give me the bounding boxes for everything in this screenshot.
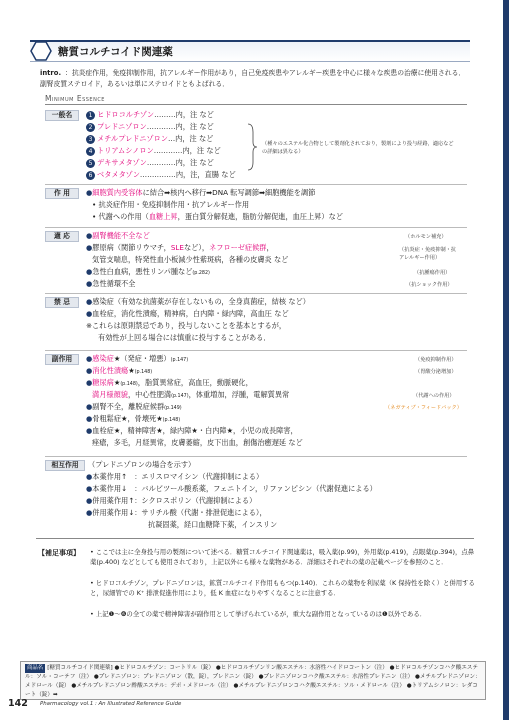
action-text: 抗炎症作用・免疫抑制作用・抗アレルギー作用 — [98, 200, 250, 209]
drug-name: トリアムシノロン — [97, 146, 154, 155]
side-effect-note: （免疫抑制作用） — [415, 357, 457, 363]
side-effect-item: ●血栓症★，精神障害★，緑内障★・白内障★，小児の成長障害， — [86, 426, 298, 435]
interaction-item: ●併用薬作用↓：サリチル酸（代謝・排泄促進による）， — [86, 508, 267, 517]
indication-text: 急性循環不全 — [92, 279, 136, 288]
drug-number-badge: 6 — [86, 171, 95, 180]
section-label-side-effects: 副作用 — [45, 354, 79, 365]
side-effect-note: （胃酸分泌増加） — [415, 369, 457, 375]
side-effect-item: ●感染症★（発症・増悪）(p.147) — [86, 354, 189, 363]
side-effect-text: 副腎不全，離脱症候群 — [92, 402, 165, 411]
page-title: 糖質コルチコイド関連薬 — [58, 46, 173, 58]
drug-route: …………内，注 など — [153, 146, 221, 155]
drug-name: プレドニゾロン — [97, 122, 147, 131]
interaction-item: ●本薬作用↓ ：バルビツール酸系薬，フェニトイン，リファンピシン（代謝促進による） — [86, 484, 377, 493]
intro-label: intro. — [40, 69, 62, 77]
book-reference: Pharmacology vol.1 : An Illustrated Reference Guide — [40, 701, 182, 707]
interaction-text: 抗凝固薬，経口血糖降下薬，インスリン — [148, 520, 278, 529]
drug-route: …………内，注 など — [146, 158, 214, 167]
page-reference: (p.148) — [134, 370, 153, 375]
action-line: • 抗炎症作用・免疫抑制作用・抗アレルギー作用 — [92, 200, 250, 209]
page-reference: (p.148) — [162, 418, 181, 423]
drug-row — [86, 157, 214, 168]
action-highlight: 血糖上昇 — [148, 212, 178, 221]
essence-divider — [45, 104, 467, 105]
section-label-contraindication: 禁 忌 — [45, 297, 79, 308]
supplement-label: 【補足事項】 — [38, 549, 80, 557]
indication-text: 副腎機能不全など — [92, 231, 150, 240]
action-text: 代謝への作用（ — [98, 212, 149, 221]
interaction-text: 本薬作用↓ ：バルビツール酸系薬，フェニトイン，リファンピシン（代謝促進による） — [92, 484, 377, 493]
side-effect-text: ★ — [113, 378, 121, 387]
action-line: ●細胞質内受容体に結合➡核内へ移行➡DNA 転写調節➡細胞機能を調節 — [86, 188, 316, 197]
supplement-paragraph: • ここでは主に全身投与用の製剤について述べる．糖質コルチコイド関連薬は，吸入薬(p.99)，外用薬(p.419)，点眼薬(p.394)，点鼻薬(p.400) などとしても使用されており，上記以外にも様々な薬物がある．詳細はそれぞれの薬の記載ページを参照のこと． — [90, 548, 475, 566]
action-receptor: 細胞質内受容体 — [92, 188, 143, 197]
drug-row — [86, 109, 214, 120]
contra-note: ※これらは原則禁忌であり，投与しないことを基本とするが， — [86, 321, 287, 330]
side-effect-item: ●骨粗鬆症★，骨壊死★(p.148) — [86, 414, 181, 423]
section-divider — [45, 350, 467, 351]
indication-text: など）， — [183, 243, 210, 252]
action-line: • 代謝への作用（血糖上昇，蛋白質分解促進，脂肪分解促進，血圧上昇）など — [92, 212, 343, 221]
side-effect-note: （ネガティブ・フィードバック） — [385, 405, 462, 411]
supplement-paragraph: • ヒドロコルチゾン，プレドニゾロンは，鉱質コルチコイド作用ももつ(p.140)．これらの薬物を利尿薬（K 保持性を除く）と併用すると，尿細管での K⁺ 排泄促進作用により，低 K 血症になりやすくなることに注意する． — [90, 579, 475, 597]
drug-number-badge: 4 — [86, 147, 95, 156]
drug-row — [86, 133, 213, 144]
indication-item: ●急性循環不全 — [86, 279, 136, 288]
essence-title: Minimum Essence — [45, 94, 105, 103]
side-effect-highlight: 糖尿病 — [92, 378, 114, 387]
contra-item: ●感染症（有効な抗菌薬が存在しないもの，全身真菌症，結核 など） — [86, 297, 310, 306]
brand-names-text: [糖質コルチコイド関連薬] ●ヒドロコルチゾン：コートリル（錠） ●ヒドロコルチゾンリン酸エステル：水溶性ハイドロコートン（注） ●ヒドロコルチゾンコハク酸エステル：ソル・コーテフ（注） ●プレドニゾロン：プレドニゾロン（散，錠），プレドニン（錠） ●プレドニゾロンコハク酸エステル：水溶性プレドニン（注） ●メチルプレドニゾロン：メドロール（錠） ●メチルプレドニゾロン酢酸エステル：デポ・メドロール（注） ●メチルプレドニゾロンコハク酸エステル：ソル・メドロール（注） ●トリアムシノロン：レダコート（錠）➡ — [25, 665, 481, 698]
action-text: に結合➡核内へ移行➡DNA 転写調節➡細胞機能を調節 — [142, 188, 316, 197]
indication-text: 膠原病（関節リウマチ， — [92, 243, 171, 252]
drug-name: デキサメタゾン — [97, 158, 147, 167]
drug-number-badge: 5 — [86, 159, 95, 168]
interaction-header: （プレドニゾロンの場合を示す） — [88, 460, 196, 469]
indication-note: （抗炎症・免疫抑制・抗アレルギー作用） — [399, 247, 457, 261]
drug-row — [86, 169, 236, 180]
drug-name: メチルプレドニゾロン — [97, 134, 168, 143]
section-label-generic: 一般名 — [45, 110, 79, 121]
page-reference: (p.149) — [164, 406, 182, 411]
contra-note: 有効性が上回る場合には慎重に投与することがある． — [98, 333, 271, 342]
page-reference: (p.148) — [120, 382, 138, 387]
page-number: 142 — [8, 698, 28, 709]
side-effect-item: ●糖尿病★(p.148)，脂質異常症，高血圧，動脈硬化， — [86, 378, 253, 387]
section-divider — [36, 538, 474, 539]
supplement-paragraph: • 上記❶～❻の全ての薬で精神障害が副作用として挙げられているが，重大な副作用となっているのは❶以外である． — [90, 610, 427, 618]
side-color-bar — [503, 0, 509, 720]
contra-text: 感染症（有効な抗菌薬が存在しないもの，全身真菌症，結核 など） — [92, 297, 310, 306]
indication-text: ， — [266, 243, 274, 252]
indication-item: ●膠原病（関節リウマチ，SLEなど），ネフローゼ症候群， — [86, 243, 274, 252]
drug-number-badge: 2 — [86, 123, 95, 132]
drug-number-badge: 3 — [86, 135, 95, 144]
section-divider — [45, 227, 467, 228]
interaction-text: 本薬作用↑ ：エリスロマイシン（代謝抑制による） — [92, 472, 264, 481]
hexagon-icon — [30, 40, 52, 62]
indication-text: 急性白血病，悪性リンパ腫など — [92, 267, 193, 276]
side-effect-item: ●副腎不全，離脱症候群(p.149) — [86, 402, 182, 411]
side-effect-highlight: 消化性潰瘍 — [92, 366, 129, 375]
section-divider — [45, 293, 467, 294]
side-effect-text: 骨粗鬆症★，骨壊死★ — [92, 414, 163, 423]
page-reference: (p.147) — [170, 358, 189, 363]
page-reference: (p.147) — [171, 394, 189, 399]
page-reference: (p.282) — [192, 271, 210, 276]
indication-item: ●副腎機能不全など — [86, 231, 150, 240]
side-effect-text: 痤瘡，多毛，月経異常，皮膚萎縮，皮下出血，創傷治癒遅延 など — [92, 438, 303, 447]
side-effect-note: （代謝への作用） — [413, 393, 455, 399]
drug-route: …………内，注 など — [146, 122, 214, 131]
interaction-text: 併用薬作用↑：シクロスポリン（代謝抑制による） — [92, 496, 257, 505]
indication-note: （抗ショック作用） — [406, 282, 453, 288]
interaction-item: ●併用薬作用↑：シクロスポリン（代謝抑制による） — [86, 496, 257, 505]
drug-number-badge: 1 — [86, 111, 95, 120]
contra-item: ●血栓症，消化性潰瘍，精神病，白内障・緑内障，高血圧 など — [86, 309, 289, 318]
side-effect-highlight: 満月様顔貌 — [92, 390, 128, 399]
indication-text: 気管支喘息，特発性血小板減少性紫斑病，各種の皮膚炎 など — [92, 255, 289, 264]
section-label-interaction: 相互作用 — [45, 460, 85, 471]
brand-names-badge: 商品名 — [27, 665, 44, 671]
drug-row — [86, 145, 221, 156]
indication-highlight: SLE — [170, 243, 184, 252]
brand-names-box — [20, 661, 486, 700]
indication-note: （ホルモン補充） — [405, 234, 447, 240]
side-effect-text: ，脂質異常症，高血圧，動脈硬化， — [137, 378, 253, 387]
indication-item: ●急性白血病，悪性リンパ腫など(p.282) — [86, 267, 210, 276]
contra-text: 血栓症，消化性潰瘍，精神病，白内障・緑内障，高血圧 など — [92, 309, 289, 318]
drug-row — [86, 121, 214, 132]
intro-paragraph — [40, 68, 470, 90]
side-effect-text: ，体重増加，浮腫，電解質異常 — [188, 390, 290, 399]
drug-route: ………内，注 など — [154, 110, 214, 119]
brace-icon — [246, 122, 258, 172]
intro-text: ：抗炎症作用，免疫抑制作用，抗アレルギー作用があり，自己免疫疾患やアレルギー疾患を中心に様々な疾患の治療に使用される．副腎皮質ステロイド，あるいは単にステロイドともよばれる． — [40, 69, 466, 88]
section-label-indication: 適 応 — [45, 231, 79, 242]
indication-highlight: ネフローゼ症候群 — [209, 243, 267, 252]
side-effect-text: ★（発症・増悪） — [113, 354, 171, 363]
indication-note: （抗腫瘍作用） — [414, 270, 451, 276]
drug-name: ヒドロコルチゾン — [97, 110, 155, 119]
interaction-item: ●本薬作用↑ ：エリスロマイシン（代謝抑制による） — [86, 472, 264, 481]
side-effect-item: ●消化性潰瘍★(p.148) — [86, 366, 153, 375]
drug-route: ……………内，注，直腸 など — [139, 170, 236, 179]
side-effect-highlight: 感染症 — [92, 354, 114, 363]
section-label-action: 作 用 — [45, 188, 79, 199]
side-effect-text: 血栓症★，精神障害★，緑内障★・白内障★，小児の成長障害， — [92, 426, 298, 435]
side-effect-text: ★ — [128, 366, 135, 375]
drug-name: ベタメタゾン — [97, 170, 140, 179]
section-divider — [45, 184, 467, 185]
interaction-text: 併用薬作用↓：サリチル酸（代謝・排泄促進による）， — [92, 508, 267, 517]
section-divider — [45, 456, 467, 457]
drug-note: （種々のエステル化合物として製剤化されており，製剤により投与経路，適応などの詳細は異なる） — [262, 141, 454, 155]
side-effect-text: ，中心性肥満 — [127, 390, 172, 399]
action-text: ，蛋白質分解促進，脂肪分解促進，血圧上昇）など — [177, 212, 343, 221]
drug-route: …内，注 など — [167, 134, 214, 143]
